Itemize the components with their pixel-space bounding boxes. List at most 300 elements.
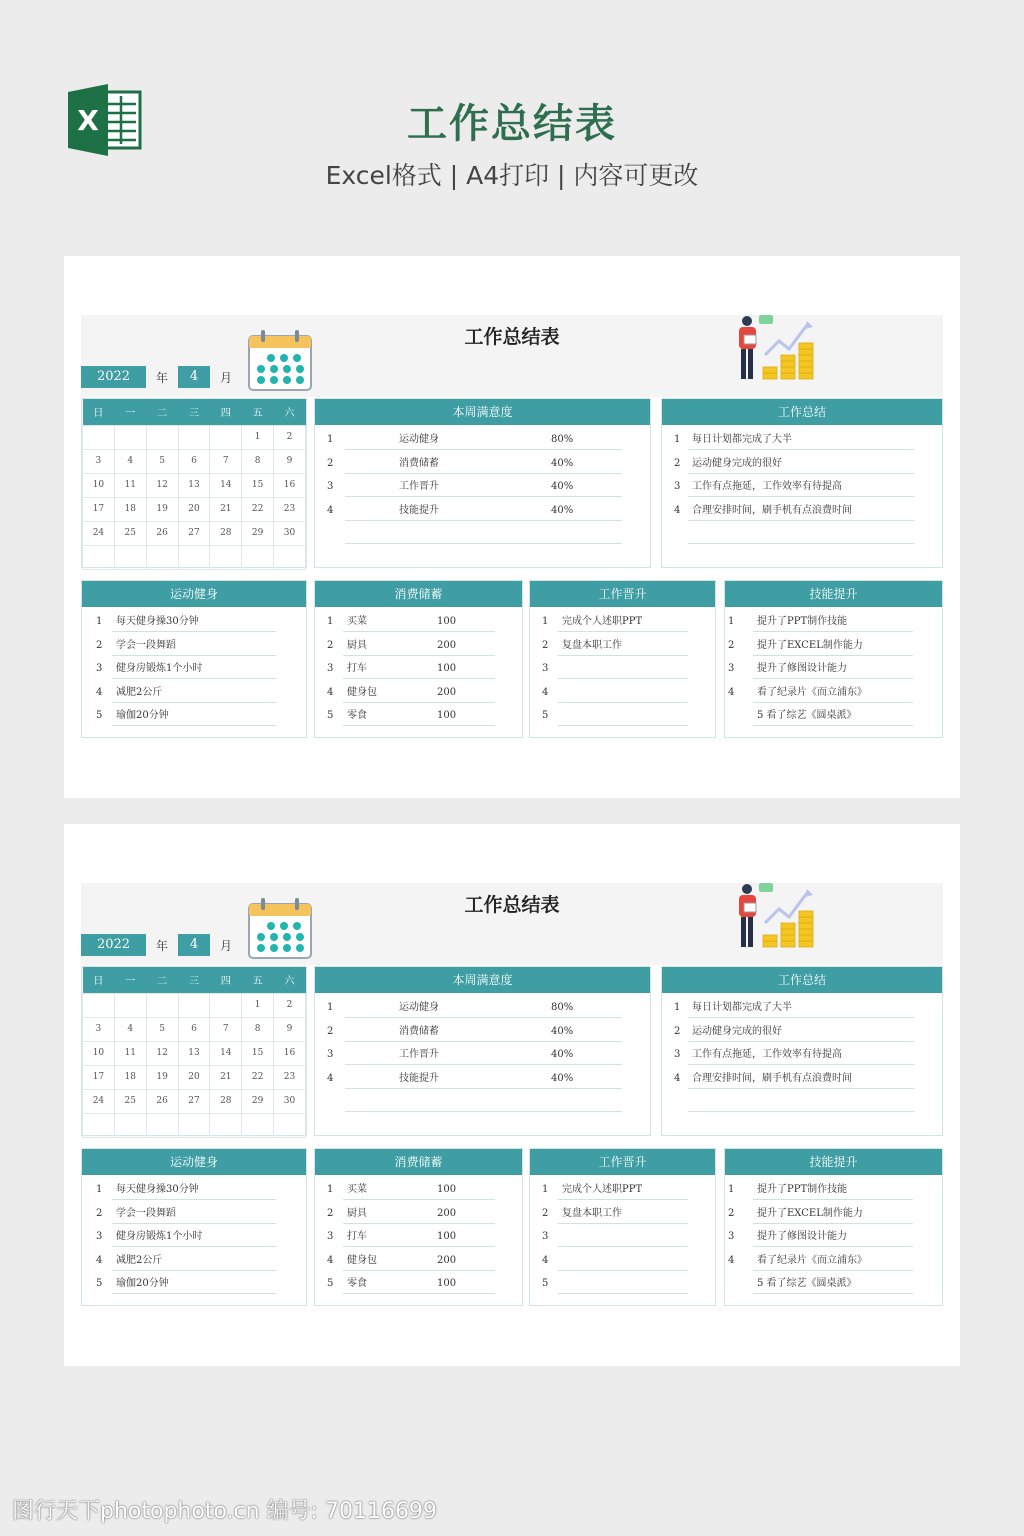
calendar-day-cell[interactable]: 27 — [178, 521, 210, 545]
summary-no: 3 — [674, 1049, 681, 1060]
savings-row — [315, 635, 522, 657]
calendar-day-cell[interactable]: 22 — [242, 497, 274, 521]
summary-panel — [661, 398, 943, 568]
calendar-week-row — [83, 449, 306, 473]
year-field[interactable]: 2022 — [81, 366, 146, 388]
calendar-day-cell[interactable]: 12 — [146, 473, 178, 497]
skills-no: 3 — [728, 1231, 735, 1242]
satisfaction-row — [315, 500, 650, 522]
sheet-title: 工作总结表 — [464, 326, 560, 348]
calendar-day-cell[interactable] — [210, 545, 242, 569]
calendar-day-cell[interactable]: 8 — [242, 449, 274, 473]
calendar-day-cell[interactable] — [146, 1113, 178, 1137]
calendar-icon — [247, 328, 313, 392]
calendar-day-cell[interactable]: 26 — [146, 1089, 178, 1113]
fitness-no: 3 — [96, 1231, 103, 1242]
savings-item: 零食 — [347, 710, 367, 721]
satisfaction-no: 1 — [327, 434, 334, 445]
row-underline — [345, 543, 622, 544]
month-label: 月 — [220, 371, 233, 385]
promotion-text: 复盘本职工作 — [562, 1207, 622, 1219]
calendar-day-cell[interactable]: 3 — [83, 1017, 115, 1041]
savings-no: 4 — [327, 686, 334, 698]
fitness-text: 减肥2公斤 — [116, 686, 163, 698]
calendar-day-cell[interactable]: 23 — [274, 1065, 306, 1089]
page-subtitle: Excel格式 | A4打印 | 内容可更改 — [325, 161, 699, 190]
fitness-no: 5 — [96, 1278, 103, 1289]
calendar-day-cell[interactable]: 20 — [178, 497, 210, 521]
promotion-row — [530, 682, 715, 704]
skills-no: 3 — [728, 663, 735, 674]
calendar-day-cell[interactable] — [83, 1113, 115, 1137]
satisfaction-item: 运动健身 — [399, 1002, 439, 1013]
calendar-day-cell[interactable]: 29 — [242, 1089, 274, 1113]
savings-no: 1 — [327, 616, 334, 627]
satisfaction-title: 本周满意度 — [315, 399, 650, 425]
calendar-day-cell[interactable]: 30 — [274, 521, 306, 545]
summary-text: 每日计划都完成了大半 — [692, 1002, 792, 1013]
weekday-header: 三 — [178, 967, 210, 993]
fitness-row — [82, 1179, 306, 1201]
fitness-row — [82, 1273, 306, 1295]
calendar-day-cell[interactable] — [210, 1113, 242, 1137]
savings-item: 厨具 — [347, 639, 367, 651]
person-chart-illustration-icon — [733, 883, 823, 955]
skills-row — [725, 1250, 942, 1272]
calendar-day-cell[interactable]: 11 — [114, 473, 146, 497]
fitness-text: 每天健身操30分钟 — [116, 1184, 199, 1195]
promotion-row — [530, 1273, 715, 1295]
fitness-title: 运动健身 — [82, 581, 306, 607]
savings-item: 健身包 — [347, 686, 377, 698]
skills-no: 2 — [728, 639, 735, 651]
fitness-no: 3 — [96, 663, 103, 674]
savings-item: 买菜 — [347, 1184, 367, 1195]
summary-row — [662, 1091, 942, 1113]
calendar-day-cell[interactable] — [83, 425, 115, 449]
row-underline — [345, 1017, 622, 1018]
calendar-icon — [247, 896, 313, 960]
skills-panel — [724, 1148, 943, 1306]
promotion-panel — [529, 580, 716, 738]
calendar-day-cell[interactable] — [146, 545, 178, 569]
savings-row — [315, 611, 522, 633]
calendar-day-cell[interactable]: 17 — [83, 1065, 115, 1089]
calendar-day-cell[interactable]: 5 — [146, 449, 178, 473]
promotion-row — [530, 1203, 715, 1225]
satisfaction-item: 运动健身 — [399, 434, 439, 445]
savings-item: 厨具 — [347, 1207, 367, 1219]
calendar-day-cell[interactable]: 21 — [210, 1065, 242, 1089]
calendar-day-cell[interactable]: 21 — [210, 497, 242, 521]
savings-title: 消费储蓄 — [315, 581, 522, 607]
satisfaction-no: 2 — [327, 457, 334, 469]
calendar-day-cell[interactable]: 5 — [146, 1017, 178, 1041]
summary-text: 工作有点拖延，工作效率有待提高 — [692, 1049, 842, 1060]
fitness-no: 2 — [96, 639, 103, 651]
promotion-text: 完成个人述职PPT — [562, 616, 643, 627]
savings-row — [315, 682, 522, 704]
calendar-day-cell[interactable]: 19 — [146, 1065, 178, 1089]
watermark: 图行天下photophoto.cn 编号: 70116699 — [12, 1499, 437, 1524]
satisfaction-item: 消费储蓄 — [399, 457, 439, 469]
calendar-day-cell[interactable] — [83, 545, 115, 569]
calendar-day-cell[interactable]: 18 — [114, 1065, 146, 1089]
skills-text: 提升了修图设计能力 — [757, 663, 847, 674]
calendar-week-row — [83, 1017, 306, 1041]
skills-no: 4 — [728, 686, 735, 698]
fitness-no: 4 — [96, 1254, 103, 1266]
satisfaction-no: 4 — [327, 504, 334, 516]
year-field[interactable]: 2022 — [81, 934, 146, 956]
savings-amount: 200 — [437, 639, 457, 651]
skills-row — [725, 705, 942, 727]
savings-amount: 100 — [437, 616, 457, 627]
summary-panel — [661, 966, 943, 1136]
calendar-week-row — [83, 1041, 306, 1065]
satisfaction-row — [315, 1021, 650, 1043]
fitness-no: 4 — [96, 686, 103, 698]
row-underline — [345, 520, 622, 521]
calendar-day-cell[interactable]: 13 — [178, 1041, 210, 1065]
skills-text: 提升了PPT制作技能 — [757, 616, 848, 627]
promotion-title: 工作晋升 — [530, 1149, 715, 1175]
promotion-row — [530, 635, 715, 657]
calendar-day-cell[interactable] — [210, 993, 242, 1017]
calendar-day-cell[interactable] — [242, 1113, 274, 1137]
weekday-header: 二 — [146, 967, 178, 993]
satisfaction-no: 2 — [327, 1025, 334, 1037]
summary-row — [662, 476, 942, 498]
calendar-week-row — [83, 1065, 306, 1089]
savings-no: 5 — [327, 710, 334, 721]
savings-no: 2 — [327, 639, 334, 651]
calendar-day-cell[interactable]: 1 — [242, 993, 274, 1017]
skills-no: 1 — [728, 1184, 735, 1195]
savings-amount: 100 — [437, 1278, 457, 1289]
calendar-day-cell[interactable]: 4 — [114, 1017, 146, 1041]
summary-row — [662, 453, 942, 475]
savings-amount: 100 — [437, 1184, 457, 1195]
calendar-panel — [81, 966, 307, 1136]
calendar-day-cell[interactable] — [178, 1113, 210, 1137]
savings-no: 4 — [327, 1254, 334, 1266]
satisfaction-no: 4 — [327, 1072, 334, 1084]
promotion-row — [530, 611, 715, 633]
savings-panel — [314, 580, 523, 738]
savings-item: 零食 — [347, 1278, 367, 1289]
fitness-panel — [81, 1148, 307, 1306]
fitness-no: 1 — [96, 1184, 103, 1195]
fitness-row — [82, 635, 306, 657]
weekday-header: 日 — [83, 967, 115, 993]
calendar-day-cell[interactable]: 27 — [178, 1089, 210, 1113]
calendar-day-cell[interactable] — [146, 993, 178, 1017]
calendar-day-cell[interactable] — [114, 993, 146, 1017]
month-field[interactable]: 4 — [178, 934, 210, 956]
calendar-day-cell[interactable]: 30 — [274, 1089, 306, 1113]
calendar-day-cell[interactable]: 14 — [210, 1041, 242, 1065]
year-label: 年 — [156, 371, 169, 385]
promotion-text: 复盘本职工作 — [562, 639, 622, 651]
savings-row — [315, 1226, 522, 1248]
weekday-header: 二 — [146, 399, 178, 425]
satisfaction-row — [315, 1068, 650, 1090]
calendar-day-cell[interactable]: 14 — [210, 473, 242, 497]
calendar-day-cell[interactable] — [114, 545, 146, 569]
skills-text: 提升了EXCEL制作能力 — [757, 1207, 863, 1219]
savings-no: 3 — [327, 1231, 334, 1242]
calendar-day-cell[interactable]: 6 — [178, 449, 210, 473]
skills-no: 1 — [728, 616, 735, 627]
skills-row — [725, 682, 942, 704]
satisfaction-row — [315, 1044, 650, 1066]
fitness-panel — [81, 580, 307, 738]
promotion-no: 1 — [542, 616, 549, 627]
calendar-day-cell[interactable]: 10 — [83, 1041, 115, 1065]
weekday-header: 六 — [274, 399, 306, 425]
satisfaction-row — [315, 476, 650, 498]
calendar-day-cell[interactable]: 17 — [83, 497, 115, 521]
skills-panel — [724, 580, 943, 738]
fitness-row — [82, 705, 306, 727]
promotion-panel — [529, 1148, 716, 1306]
skills-text: 提升了PPT制作技能 — [757, 1184, 848, 1195]
skills-row — [725, 1203, 942, 1225]
calendar-day-cell[interactable]: 18 — [114, 497, 146, 521]
calendar-day-cell[interactable]: 15 — [242, 473, 274, 497]
weekday-header: 四 — [210, 399, 242, 425]
promotion-no: 4 — [542, 686, 549, 698]
page-title: 工作总结表 — [407, 101, 617, 147]
calendar-day-cell[interactable]: 7 — [210, 1017, 242, 1041]
calendar-day-cell[interactable] — [242, 545, 274, 569]
calendar-day-cell[interactable] — [83, 993, 115, 1017]
fitness-title: 运动健身 — [82, 1149, 306, 1175]
year-label: 年 — [156, 939, 169, 953]
calendar-day-cell[interactable]: 28 — [210, 1089, 242, 1113]
fitness-text: 学会一段舞蹈 — [116, 639, 176, 651]
calendar-week-row — [83, 1113, 306, 1137]
calendar-day-cell[interactable]: 2 — [274, 425, 306, 449]
skills-title: 技能提升 — [725, 1149, 942, 1175]
calendar-day-cell[interactable]: 7 — [210, 449, 242, 473]
satisfaction-panel — [314, 966, 651, 1136]
summary-row — [662, 500, 942, 522]
calendar-day-cell[interactable]: 16 — [274, 1041, 306, 1065]
satisfaction-row — [315, 997, 650, 1019]
promotion-no: 1 — [542, 1184, 549, 1195]
calendar-day-cell[interactable]: 28 — [210, 521, 242, 545]
calendar-day-cell[interactable]: 8 — [242, 1017, 274, 1041]
summary-no: 2 — [674, 1025, 681, 1037]
summary-card — [81, 883, 943, 1307]
calendar-day-cell[interactable] — [114, 1113, 146, 1137]
fitness-no: 2 — [96, 1207, 103, 1219]
skills-row — [725, 611, 942, 633]
satisfaction-item: 工作晋升 — [399, 1049, 439, 1060]
savings-row — [315, 658, 522, 680]
row-underline — [558, 702, 688, 703]
weekday-header: 一 — [114, 399, 146, 425]
skills-row — [725, 635, 942, 657]
sheet-title: 工作总结表 — [464, 894, 560, 916]
calendar-day-cell[interactable]: 24 — [83, 521, 115, 545]
row-underline — [558, 1246, 688, 1247]
promotion-title: 工作晋升 — [530, 581, 715, 607]
row-underline — [345, 473, 622, 474]
month-field[interactable]: 4 — [178, 366, 210, 388]
weekday-header: 五 — [242, 399, 274, 425]
summary-no: 4 — [674, 504, 681, 516]
calendar-day-cell[interactable]: 1 — [242, 425, 274, 449]
calendar-day-cell[interactable]: 6 — [178, 1017, 210, 1041]
calendar-day-cell[interactable]: 25 — [114, 1089, 146, 1113]
calendar-week-row — [83, 521, 306, 545]
calendar-week-row — [83, 473, 306, 497]
satisfaction-row — [315, 523, 650, 545]
promotion-row — [530, 1250, 715, 1272]
summary-no: 4 — [674, 1072, 681, 1084]
satisfaction-value: 80% — [551, 434, 574, 445]
calendar-table — [82, 399, 306, 570]
promotion-no: 2 — [542, 639, 549, 651]
satisfaction-row — [315, 1091, 650, 1113]
savings-item: 买菜 — [347, 616, 367, 627]
calendar-week-row — [83, 545, 306, 569]
calendar-day-cell[interactable]: 12 — [146, 1041, 178, 1065]
fitness-text: 减肥2公斤 — [116, 1254, 163, 1266]
sheet-preview-1 — [64, 256, 960, 798]
row-underline — [558, 1270, 688, 1271]
summary-row — [662, 1021, 942, 1043]
promotion-row — [530, 705, 715, 727]
calendar-day-cell[interactable]: 25 — [114, 521, 146, 545]
skills-text: 提升了EXCEL制作能力 — [757, 639, 863, 651]
calendar-day-cell[interactable]: 2 — [274, 993, 306, 1017]
calendar-day-cell[interactable] — [274, 545, 306, 569]
summary-text: 运动健身完成的很好 — [692, 1025, 782, 1037]
weekday-header: 六 — [274, 967, 306, 993]
calendar-day-cell[interactable]: 16 — [274, 473, 306, 497]
calendar-day-cell[interactable]: 3 — [83, 449, 115, 473]
summary-row — [662, 523, 942, 545]
skills-text: 5 看了综艺《圆桌派》 — [757, 1278, 857, 1289]
promotion-no: 3 — [542, 663, 549, 674]
calendar-day-cell[interactable] — [178, 545, 210, 569]
savings-item: 打车 — [347, 663, 367, 674]
savings-item: 健身包 — [347, 1254, 377, 1266]
summary-no: 3 — [674, 481, 681, 492]
savings-no: 1 — [327, 1184, 334, 1195]
summary-no: 1 — [674, 1002, 681, 1013]
savings-title: 消费储蓄 — [315, 1149, 522, 1175]
skills-no: 4 — [728, 1254, 735, 1266]
fitness-text: 健身房锻炼1个小时 — [116, 1231, 203, 1242]
savings-panel — [314, 1148, 523, 1306]
calendar-day-cell[interactable] — [274, 1113, 306, 1137]
skills-title: 技能提升 — [725, 581, 942, 607]
calendar-day-cell[interactable]: 9 — [274, 449, 306, 473]
skills-row — [725, 1273, 942, 1295]
summary-row — [662, 1044, 942, 1066]
fitness-text: 瑜伽20分钟 — [116, 1278, 169, 1289]
calendar-day-cell[interactable]: 15 — [242, 1041, 274, 1065]
calendar-day-cell[interactable]: 11 — [114, 1041, 146, 1065]
satisfaction-item: 技能提升 — [399, 1072, 439, 1084]
calendar-day-cell[interactable] — [210, 425, 242, 449]
satisfaction-item: 技能提升 — [399, 504, 439, 516]
calendar-day-cell[interactable]: 23 — [274, 497, 306, 521]
promotion-row — [530, 1179, 715, 1201]
savings-amount: 200 — [437, 1207, 457, 1219]
calendar-day-cell[interactable]: 4 — [114, 449, 146, 473]
savings-row — [315, 1203, 522, 1225]
weekday-header: 四 — [210, 967, 242, 993]
satisfaction-item: 消费储蓄 — [399, 1025, 439, 1037]
person-chart-illustration-icon — [733, 315, 823, 387]
skills-text: 提升了修图设计能力 — [757, 1231, 847, 1242]
fitness-text: 瑜伽20分钟 — [116, 710, 169, 721]
calendar-day-cell[interactable] — [178, 425, 210, 449]
skills-row — [725, 658, 942, 680]
savings-row — [315, 1250, 522, 1272]
calendar-day-cell[interactable]: 13 — [178, 473, 210, 497]
calendar-day-cell[interactable]: 24 — [83, 1089, 115, 1113]
calendar-day-cell[interactable]: 19 — [146, 497, 178, 521]
summary-text: 运动健身完成的很好 — [692, 457, 782, 469]
fitness-text: 健身房锻炼1个小时 — [116, 663, 203, 674]
calendar-day-cell[interactable]: 22 — [242, 1065, 274, 1089]
summary-text: 合理安排时间，刷手机有点浪费时间 — [692, 504, 852, 516]
promotion-row — [530, 658, 715, 680]
fitness-row — [82, 658, 306, 680]
fitness-row — [82, 682, 306, 704]
row-underline — [688, 1111, 914, 1112]
calendar-day-cell[interactable] — [178, 993, 210, 1017]
summary-row — [662, 429, 942, 451]
summary-title: 工作总结 — [662, 967, 942, 993]
savings-no: 5 — [327, 1278, 334, 1289]
calendar-day-cell[interactable]: 10 — [83, 473, 115, 497]
sheet-preview-2 — [64, 824, 960, 1366]
row-underline — [345, 1064, 622, 1065]
calendar-day-cell[interactable] — [114, 425, 146, 449]
satisfaction-value: 40% — [551, 504, 574, 516]
row-underline — [345, 449, 622, 450]
calendar-day-cell[interactable]: 20 — [178, 1065, 210, 1089]
calendar-panel — [81, 398, 307, 568]
satisfaction-no: 3 — [327, 481, 334, 492]
satisfaction-value: 40% — [551, 457, 574, 469]
summary-text: 工作有点拖延，工作效率有待提高 — [692, 481, 842, 492]
skills-text: 看了纪录片《而立浦东》 — [757, 1254, 867, 1266]
calendar-day-cell[interactable]: 29 — [242, 521, 274, 545]
row-underline — [345, 496, 622, 497]
fitness-row — [82, 1226, 306, 1248]
skills-text: 5 看了综艺《圆桌派》 — [757, 710, 857, 721]
calendar-day-cell[interactable]: 26 — [146, 521, 178, 545]
fitness-no: 5 — [96, 710, 103, 721]
satisfaction-value: 40% — [551, 1072, 574, 1084]
savings-amount: 100 — [437, 663, 457, 674]
promotion-no: 2 — [542, 1207, 549, 1219]
calendar-day-cell[interactable]: 9 — [274, 1017, 306, 1041]
weekday-header: 一 — [114, 967, 146, 993]
calendar-day-cell[interactable] — [146, 425, 178, 449]
row-underline — [345, 1111, 622, 1112]
savings-amount: 200 — [437, 686, 457, 698]
